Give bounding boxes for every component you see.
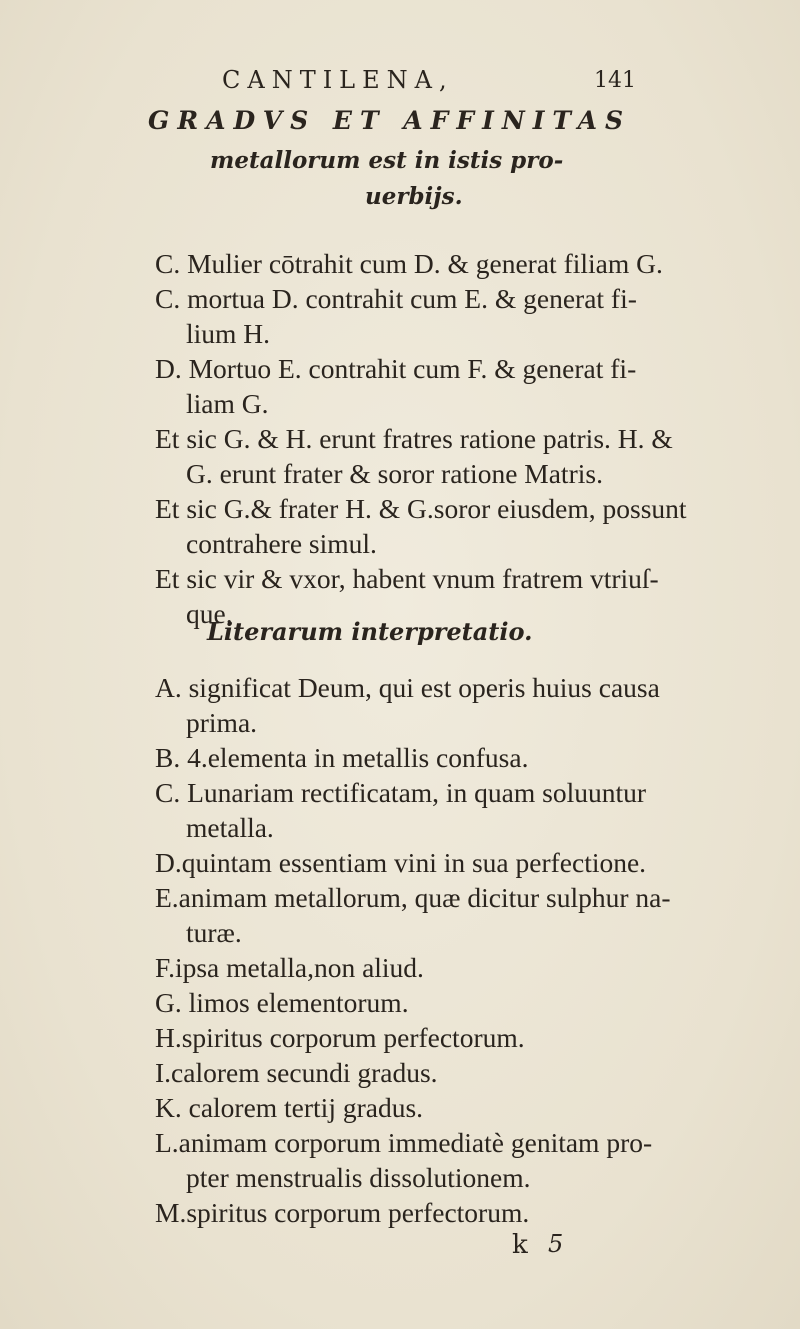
page-header [0,60,800,100]
page-footer [0,1230,800,1270]
text-line: C. mortua D. contrahit cum E. & generat fi- [155,283,637,314]
text-line: liam G. [186,388,269,419]
text-line: M.spiritus corporum perfectorum. [155,1197,530,1228]
text-line: Et sic G. & H. erunt fratres ratione patris. H. & [155,423,673,454]
text-line: Et sic G.& frater H. & G.soror eiusdem, possunt [155,493,687,524]
text-line: pter menstrualis dissolutionem. [186,1162,531,1193]
text-line: L.animam corporum immediatè genitam pro- [155,1127,653,1158]
text-line: contrahere simul. [186,528,377,559]
text-line: A. significat Deum, qui est operis huius causa [155,672,660,703]
interpretation-heading: Literarum interpretatio. [207,617,533,646]
text-line: prima. [186,707,258,738]
text-line: lium H. [186,318,271,349]
section-subtitle [210,143,630,215]
running-title: CANTILENA, [222,66,454,94]
text-line: F.ipsa metalla,non aliud. [155,952,424,983]
text-line: D. Mortuo E. contrahit cum F. & generat fi- [155,353,637,384]
text-line: Et sic vir & vxor, habent vnum fratrem vtriuſ- [155,563,659,594]
text-line: E.animam metallorum, quæ dicitur sulphur na- [155,882,671,913]
text-line: I.calorem secundi gradus. [155,1057,438,1088]
subtitle-line-1: metallorum est in istis pro- [210,147,564,174]
text-line: D.quintam essentiam vini in sua perfectione. [155,847,647,878]
catchword: k [512,1230,528,1260]
text-line: C. Mulier cōtrahit cum D. & generat filiam G. [155,248,663,279]
text-line: G. limos elementorum. [155,987,409,1018]
text-line: H.spiritus corporum perfectorum. [155,1022,525,1053]
signature-mark: 5 [548,1230,564,1258]
text-line: G. erunt frater & soror ratione Matris. [186,458,603,489]
section-title: GRADVS ET AFFINITAS [148,106,632,135]
text-line: turæ. [186,917,242,948]
subtitle-line-2: uerbijs. [365,183,463,210]
text-line: C. Lunariam rectificatam, in quam soluuntur [155,777,647,808]
page-number: 141 [594,68,636,93]
text-line: B. 4.elementa in metallis confusa. [155,742,529,773]
text-line: que. [186,598,233,629]
text-line: K. calorem tertij gradus. [155,1092,424,1123]
text-line: metalla. [186,812,274,843]
